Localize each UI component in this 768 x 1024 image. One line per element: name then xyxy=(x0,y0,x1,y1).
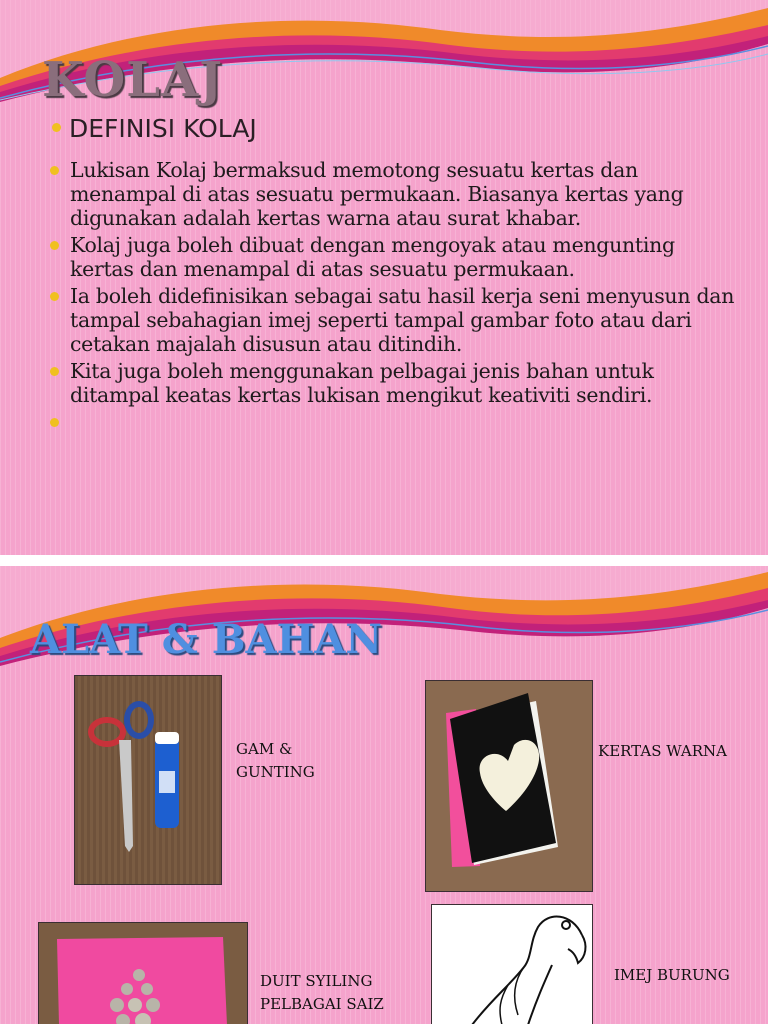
coloured-paper-photo xyxy=(425,680,593,892)
heading-text: DEFINISI KOLAJ xyxy=(69,114,257,143)
caption-line: GUNTING xyxy=(236,763,315,781)
bullet-icon xyxy=(50,418,59,427)
caption-kertas-warna xyxy=(598,740,727,763)
caption-line: IMEJ BURUNG xyxy=(614,966,730,984)
bullet-icon xyxy=(50,292,59,301)
bullet-icon xyxy=(50,241,59,250)
coins-photo xyxy=(38,922,248,1024)
bullet-icon xyxy=(52,123,61,132)
bullet-text: Lukisan Kolaj bermaksud memotong sesuatu kertas dan menampal di atas sesuatu permukaan. Biasanya kertas yang digunakan adalah kertas warna atau surat khabar. xyxy=(70,158,684,230)
definition-list xyxy=(50,158,740,437)
list-item xyxy=(50,359,740,407)
slide-title: ALAT & BAHAN xyxy=(30,616,382,663)
bird-image xyxy=(431,904,593,1024)
caption-gam-gunting xyxy=(236,738,315,784)
list-item-empty xyxy=(50,410,740,434)
caption-line: GAM & xyxy=(236,740,293,758)
caption-duit-syiling xyxy=(260,970,384,1016)
list-item xyxy=(50,233,740,281)
caption-line: DUIT SYILING xyxy=(260,972,373,990)
scissors-glue-photo xyxy=(74,675,222,885)
slide-alat-bahan xyxy=(0,566,768,1024)
slide-divider xyxy=(0,555,768,566)
list-item xyxy=(50,284,740,356)
caption-imej-burung xyxy=(614,964,730,987)
bullet-text: Kolaj juga boleh dibuat dengan mengoyak atau mengunting kertas dan menampal di atas sesuatu permukaan. xyxy=(70,233,675,281)
section-heading xyxy=(52,114,257,143)
bullet-icon xyxy=(50,166,59,175)
bullet-text: Kita juga boleh menggunakan pelbagai jenis bahan untuk ditampal keatas kertas lukisan mengikut keativiti sendiri. xyxy=(70,359,654,407)
bullet-text: Ia boleh didefinisikan sebagai satu hasil kerja seni menyusun dan tampal sebahagian imej seperti tampal gambar foto atau dari cetakan majalah disusun atau ditindih. xyxy=(70,284,735,356)
caption-line: KERTAS WARNA xyxy=(598,742,728,760)
slide-title: KOLAJ xyxy=(42,52,223,108)
list-item xyxy=(50,158,740,230)
bullet-icon xyxy=(50,367,59,376)
caption-line: PELBAGAI SAIZ xyxy=(260,995,384,1013)
